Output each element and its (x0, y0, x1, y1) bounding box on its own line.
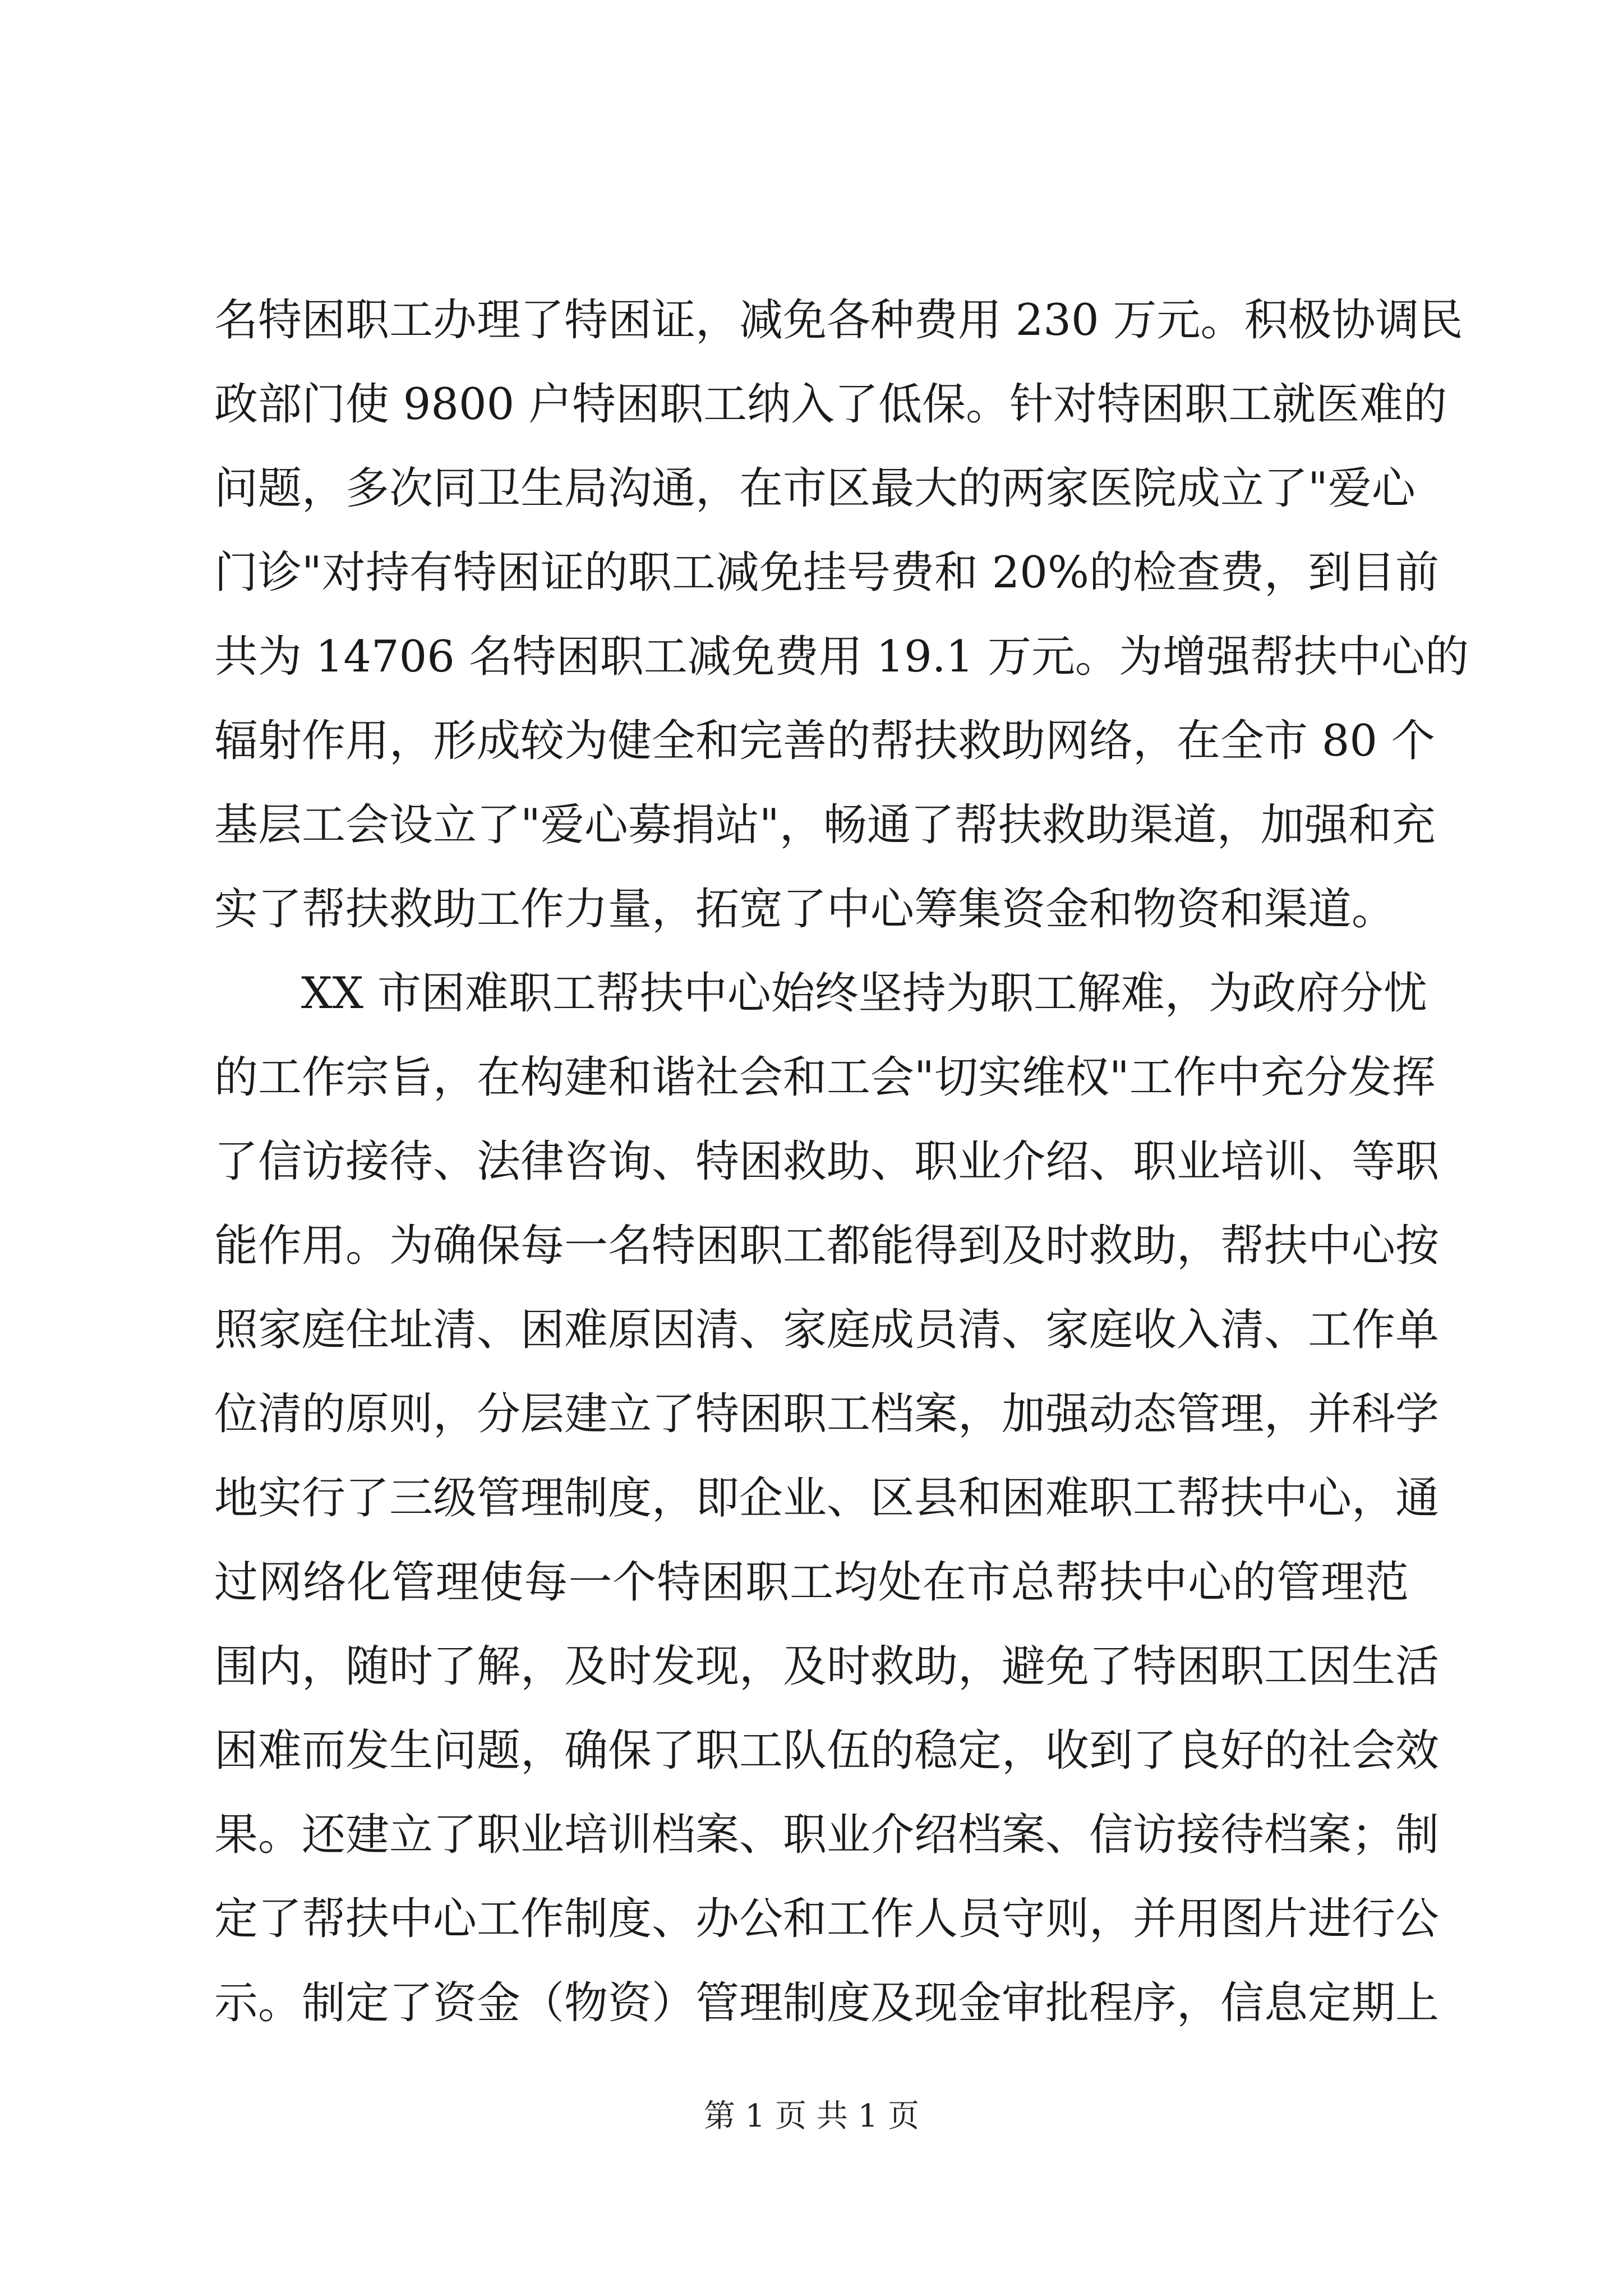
body-line-19: 果。还建立了职业培训档案、职业介绍档案、信访接待档案；制 (214, 1810, 1440, 1860)
body-line-15: 地实行了三级管理制度，即企业、区县和困难职工帮扶中心，通 (214, 1473, 1440, 1524)
body-line-4: 门诊"对持有特困证的职工减免挂号费和 20%的检查费，到目前 (214, 547, 1440, 598)
body-line-16: 过网络化管理使每一个特困职工均处在市总帮扶中心的管理范 (214, 1557, 1409, 1608)
body-line-9: XX 市困难职工帮扶中心始终坚持为职工解难，为政府分忧 (301, 968, 1427, 1019)
body-line-14: 位清的原则，分层建立了特困职工档案，加强动态管理，并科学 (214, 1389, 1440, 1439)
body-line-3: 问题，多次同卫生局沟通，在市区最大的两家医院成立了"爱心 (214, 463, 1415, 514)
page-footer: 第 1 页 共 1 页 (703, 2098, 920, 2134)
body-line-17: 围内，随时了解，及时发现，及时救助，避免了特困职工因生活 (214, 1641, 1440, 1692)
body-line-7: 基层工会设立了"爱心募捐站"，畅通了帮扶救助渠道，加强和充 (214, 800, 1436, 850)
body-line-21: 示。制定了资金（物资）管理制度及现金审批程序，信息定期上 (214, 1978, 1440, 2028)
body-line-2: 政部门使 9800 户特困职工纳入了低保。针对特困职工就医难的 (214, 379, 1447, 430)
body-line-18: 困难而发生问题，确保了职工队伍的稳定，收到了良好的社会效 (214, 1726, 1440, 1776)
body-line-6: 辐射作用，形成较为健全和完善的帮扶救助网络，在全市 80 个 (214, 716, 1435, 766)
body-line-12: 能作用。为确保每一名特困职工都能得到及时救助，帮扶中心按 (214, 1221, 1440, 1271)
body-line-13: 照家庭住址清、困难原因清、家庭成员清、家庭收入清、工作单 (214, 1305, 1440, 1355)
body-line-11: 了信访接待、法律咨询、特困救助、职业介绍、职业培训、等职 (214, 1137, 1440, 1187)
body-line-5: 共为 14706 名特困职工减免费用 19.1 万元。为增强帮扶中心的 (214, 632, 1469, 682)
body-line-10: 的工作宗旨，在构建和谐社会和工会"切实维权"工作中充分发挥 (214, 1052, 1436, 1103)
body-line-1: 名特困职工办理了特困证，减免各种费用 230 万元。积极协调民 (214, 295, 1463, 346)
body-line-20: 定了帮扶中心工作制度、办公和工作人员守则，并用图片进行公 (214, 1894, 1440, 1944)
body-line-8: 实了帮扶救助工作力量，拓宽了中心筹集资金和物资和渠道。 (214, 884, 1396, 935)
